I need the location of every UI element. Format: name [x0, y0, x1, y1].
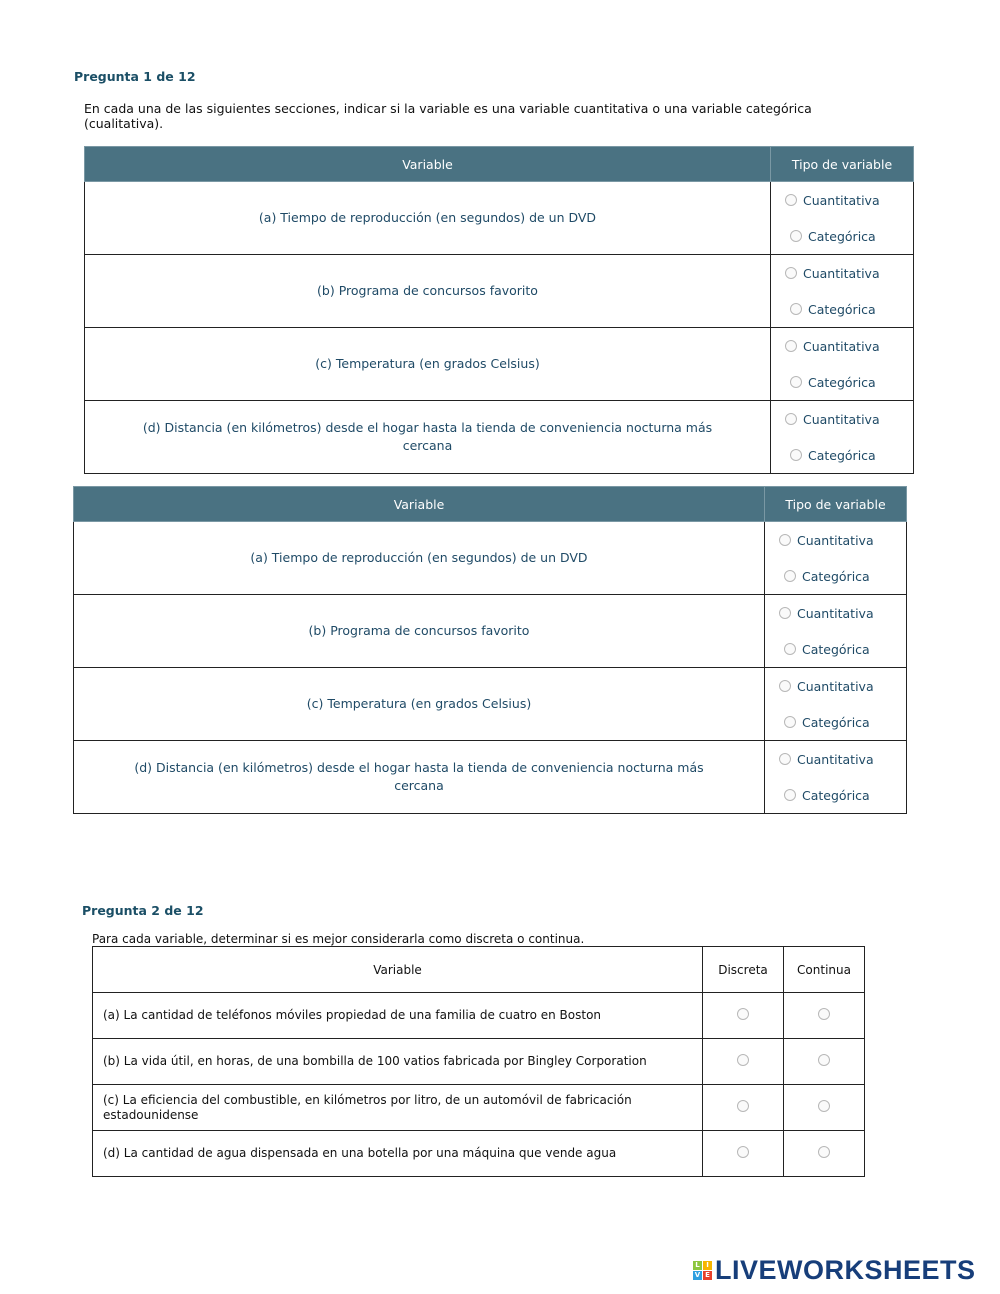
logo-letter: I — [703, 1261, 712, 1270]
logo-letter: E — [703, 1271, 712, 1280]
type-options — [771, 401, 914, 474]
option-categorica[interactable] — [779, 777, 892, 813]
radio-categorica[interactable] — [784, 716, 796, 728]
option-cuantitativa[interactable] — [779, 595, 892, 631]
table-row — [74, 595, 907, 668]
table-row — [93, 1085, 865, 1131]
table-row — [93, 1131, 865, 1177]
continua-cell — [784, 1131, 865, 1177]
variable-text: (a) La cantidad de teléfonos móviles propiedad de una familia de cuatro en Boston — [93, 993, 703, 1039]
option-cuantitativa[interactable] — [779, 522, 892, 558]
header-variable: Variable — [85, 147, 771, 182]
discreta-cell — [703, 1039, 784, 1085]
header-variable: Variable — [93, 947, 703, 993]
type-options — [771, 182, 914, 255]
option-label: Categórica — [802, 787, 870, 803]
logo-icon — [693, 1261, 712, 1280]
variable-text: (d) Distancia (en kilómetros) desde el hogar hasta la tienda de conveniencia nocturna más cercana — [74, 741, 765, 814]
variable-text: (b) Programa de concursos favorito — [74, 595, 765, 668]
variable-text: (b) Programa de concursos favorito — [85, 255, 771, 328]
option-label: Cuantitativa — [797, 605, 874, 621]
radio-categorica[interactable] — [790, 376, 802, 388]
radio-continua[interactable] — [818, 1100, 830, 1112]
header-row — [85, 147, 914, 182]
type-options — [771, 255, 914, 328]
variable-text: (a) Tiempo de reproducción (en segundos) de un DVD — [74, 522, 765, 595]
option-categorica[interactable] — [785, 291, 899, 327]
question-2-table — [92, 946, 865, 1177]
option-cuantitativa[interactable] — [785, 401, 899, 437]
header-discreta: Discreta — [703, 947, 784, 993]
radio-categorica[interactable] — [784, 789, 796, 801]
radio-cuantitativa[interactable] — [779, 680, 791, 692]
table-row — [74, 741, 907, 814]
header-row — [74, 487, 907, 522]
type-options — [765, 522, 907, 595]
continua-cell — [784, 1085, 865, 1131]
radio-cuantitativa[interactable] — [779, 753, 791, 765]
type-options — [765, 741, 907, 814]
radio-categorica[interactable] — [784, 570, 796, 582]
type-options — [765, 668, 907, 741]
variable-text: (a) Tiempo de reproducción (en segundos) de un DVD — [85, 182, 771, 255]
type-options — [765, 595, 907, 668]
type-options — [771, 328, 914, 401]
table-row — [74, 522, 907, 595]
liveworksheets-logo — [693, 1255, 976, 1286]
question-1-instructions: En cada una de las siguientes secciones, indicar si la variable es una variable cuantitativa o una variable categórica (cualitativa). — [84, 101, 812, 131]
continua-cell — [784, 1039, 865, 1085]
radio-cuantitativa[interactable] — [785, 413, 797, 425]
radio-discreta[interactable] — [737, 1054, 749, 1066]
option-categorica[interactable] — [779, 631, 892, 667]
discreta-cell — [703, 1131, 784, 1177]
logo-letter: V — [694, 1271, 701, 1279]
option-label: Cuantitativa — [797, 751, 874, 767]
variable-text: (d) Distancia (en kilómetros) desde el hogar hasta la tienda de conveniencia nocturna más cercana — [85, 401, 771, 474]
header-continua: Continua — [784, 947, 865, 993]
table-row — [85, 182, 914, 255]
radio-continua[interactable] — [818, 1146, 830, 1158]
radio-continua[interactable] — [818, 1008, 830, 1020]
question-1-table-copy — [73, 486, 907, 814]
discreta-cell — [703, 993, 784, 1039]
radio-categorica[interactable] — [790, 449, 802, 461]
table-row — [85, 328, 914, 401]
question-2-instructions: Para cada variable, determinar si es mejor considerarla como discreta o continua. — [92, 932, 585, 946]
radio-categorica[interactable] — [790, 230, 802, 242]
radio-categorica[interactable] — [784, 643, 796, 655]
option-label: Cuantitativa — [797, 532, 874, 548]
option-label: Categórica — [802, 714, 870, 730]
table-row — [85, 255, 914, 328]
option-cuantitativa[interactable] — [779, 668, 892, 704]
option-label: Cuantitativa — [803, 192, 880, 208]
question-2-title: Pregunta 2 de 12 — [82, 903, 204, 918]
logo-letter: L — [693, 1261, 702, 1270]
option-cuantitativa[interactable] — [785, 182, 899, 218]
option-label: Categórica — [808, 374, 876, 390]
question-1-table — [84, 146, 914, 474]
header-variable: Variable — [74, 487, 765, 522]
option-label: Cuantitativa — [797, 678, 874, 694]
header-row — [93, 947, 865, 993]
variable-text: (c) Temperatura (en grados Celsius) — [74, 668, 765, 741]
option-label: Cuantitativa — [803, 338, 880, 354]
option-categorica[interactable] — [785, 218, 899, 254]
option-cuantitativa[interactable] — [785, 328, 899, 364]
variable-text: (c) Temperatura (en grados Celsius) — [85, 328, 771, 401]
radio-cuantitativa[interactable] — [785, 267, 797, 279]
option-label: Categórica — [802, 641, 870, 657]
radio-discreta[interactable] — [737, 1008, 749, 1020]
table-row — [74, 668, 907, 741]
logo-text: LIVEWORKSHEETS — [715, 1255, 976, 1285]
radio-cuantitativa[interactable] — [785, 340, 797, 352]
option-categorica[interactable] — [785, 437, 899, 473]
option-cuantitativa[interactable] — [785, 255, 899, 291]
table-row — [93, 1039, 865, 1085]
radio-continua[interactable] — [818, 1054, 830, 1066]
table-row — [93, 993, 865, 1039]
table-row — [85, 401, 914, 474]
option-label: Categórica — [808, 447, 876, 463]
variable-text: (d) La cantidad de agua dispensada en una botella por una máquina que vende agua — [93, 1131, 703, 1177]
option-categorica[interactable] — [779, 704, 892, 740]
option-categorica[interactable] — [779, 558, 892, 594]
header-type: Tipo de variable — [765, 487, 907, 522]
discreta-cell — [703, 1085, 784, 1131]
radio-cuantitativa[interactable] — [785, 194, 797, 206]
radio-discreta[interactable] — [737, 1100, 749, 1112]
radio-discreta[interactable] — [737, 1146, 749, 1158]
option-label: Categórica — [802, 568, 870, 584]
option-label: Categórica — [808, 228, 876, 244]
continua-cell — [784, 993, 865, 1039]
variable-text: (b) La vida útil, en horas, de una bombilla de 100 vatios fabricada por Bingley Corporation — [93, 1039, 703, 1085]
option-label: Cuantitativa — [803, 411, 880, 427]
option-categorica[interactable] — [785, 364, 899, 400]
radio-cuantitativa[interactable] — [779, 534, 791, 546]
header-type: Tipo de variable — [771, 147, 914, 182]
radio-cuantitativa[interactable] — [779, 607, 791, 619]
variable-text: (c) La eficiencia del combustible, en kilómetros por litro, de un automóvil de fabricación estadounidense — [93, 1085, 703, 1131]
option-label: Cuantitativa — [803, 265, 880, 281]
question-1-title: Pregunta 1 de 12 — [74, 69, 196, 84]
radio-categorica[interactable] — [790, 303, 802, 315]
option-label: Categórica — [808, 301, 876, 317]
option-cuantitativa[interactable] — [779, 741, 892, 777]
